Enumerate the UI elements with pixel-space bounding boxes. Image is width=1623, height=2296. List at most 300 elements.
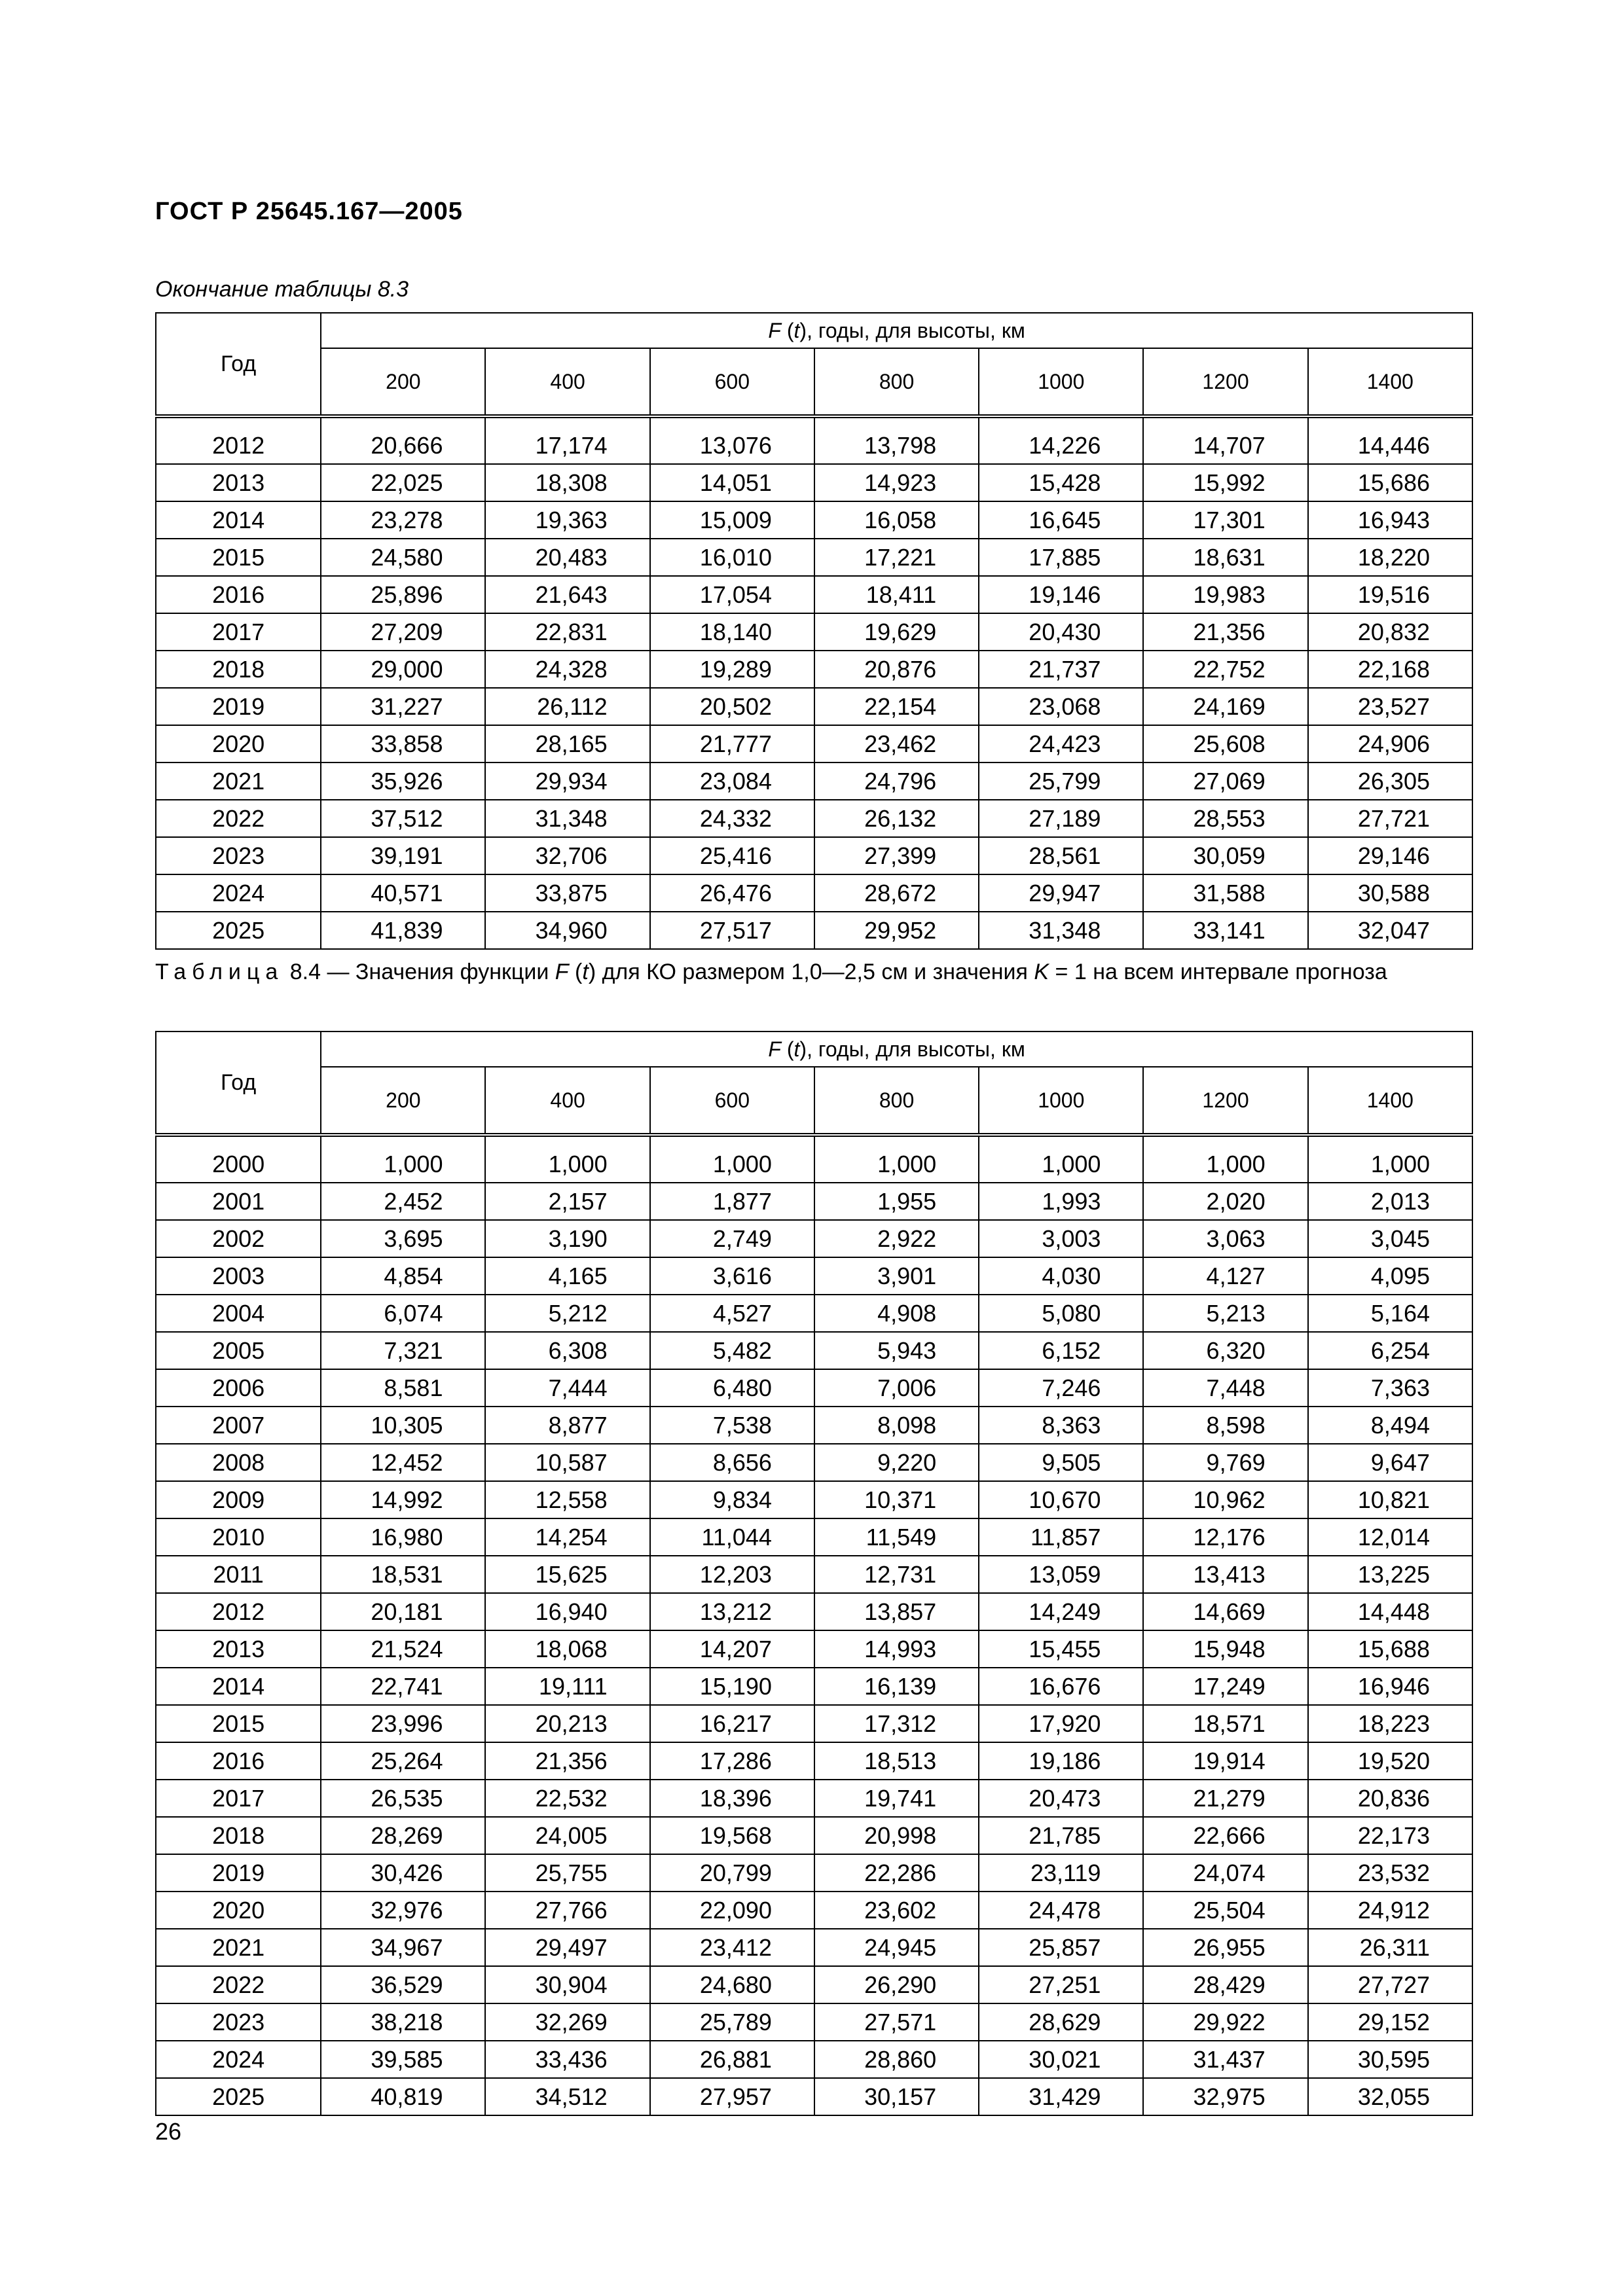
value-cell: 23,527 (1308, 688, 1472, 725)
value-cell: 26,290 (814, 1966, 979, 2003)
height-header: 1000 (979, 1067, 1143, 1135)
year-cell: 2018 (156, 1817, 321, 1854)
value-cell: 30,904 (485, 1966, 649, 2003)
value-cell: 27,209 (321, 613, 485, 651)
value-cell: 24,328 (485, 651, 649, 688)
value-cell: 14,207 (650, 1630, 814, 1668)
year-cell: 2021 (156, 1929, 321, 1966)
year-cell: 2013 (156, 464, 321, 501)
value-cell: 22,752 (1143, 651, 1307, 688)
value-cell: 29,947 (979, 874, 1143, 912)
function-f-label: F (768, 1037, 781, 1061)
value-cell: 19,914 (1143, 1742, 1307, 1780)
value-cell: 22,168 (1308, 651, 1472, 688)
value-cell: 7,448 (1143, 1369, 1307, 1407)
caption-text: = 1 на всем интервале прогноза (1049, 960, 1387, 984)
table-row (156, 800, 1472, 837)
value-cell: 16,940 (485, 1593, 649, 1630)
value-cell: 16,980 (321, 1518, 485, 1556)
value-cell: 17,301 (1143, 501, 1307, 539)
height-header: 200 (321, 348, 485, 416)
table-row (156, 576, 1472, 613)
value-cell: 18,531 (321, 1556, 485, 1593)
value-cell: 19,741 (814, 1780, 979, 1817)
year-cell: 2000 (156, 1135, 321, 1183)
value-cell: 1,877 (650, 1183, 814, 1220)
function-column-header: F (t), годы, для высоты, км (321, 1031, 1472, 1067)
value-cell: 15,428 (979, 464, 1143, 501)
value-cell: 28,269 (321, 1817, 485, 1854)
year-cell: 2018 (156, 651, 321, 688)
value-cell: 3,003 (979, 1220, 1143, 1257)
value-cell: 20,213 (485, 1705, 649, 1742)
table-8-4-caption (155, 957, 1471, 987)
value-cell: 40,571 (321, 874, 485, 912)
value-cell: 26,955 (1143, 1929, 1307, 1966)
function-header-text: , годы, для высоты, км (807, 318, 1025, 342)
value-cell: 1,955 (814, 1183, 979, 1220)
table-row (156, 688, 1472, 725)
value-cell: 28,561 (979, 837, 1143, 874)
table-8-3-caption: Окончание таблицы 8.3 (155, 277, 409, 302)
value-cell: 17,920 (979, 1705, 1143, 1742)
value-cell: 8,598 (1143, 1407, 1307, 1444)
value-cell: 15,009 (650, 501, 814, 539)
table-row (156, 1481, 1472, 1518)
value-cell: 22,173 (1308, 1817, 1472, 1854)
value-cell: 20,502 (650, 688, 814, 725)
value-cell: 14,249 (979, 1593, 1143, 1630)
value-cell: 9,647 (1308, 1444, 1472, 1481)
value-cell: 21,777 (650, 725, 814, 762)
value-cell: 2,749 (650, 1220, 814, 1257)
value-cell: 14,226 (979, 416, 1143, 464)
value-cell: 28,165 (485, 725, 649, 762)
year-cell: 2012 (156, 416, 321, 464)
document-header: ГОСТ Р 25645.167—2005 (155, 198, 463, 225)
value-cell: 27,189 (979, 800, 1143, 837)
value-cell: 34,960 (485, 912, 649, 949)
height-header: 800 (814, 1067, 979, 1135)
year-cell: 2023 (156, 2003, 321, 2041)
value-cell: 14,446 (1308, 416, 1472, 464)
function-t-label: t (793, 318, 800, 342)
value-cell: 12,176 (1143, 1518, 1307, 1556)
value-cell: 10,371 (814, 1481, 979, 1518)
value-cell: 10,670 (979, 1481, 1143, 1518)
value-cell: 16,139 (814, 1668, 979, 1705)
table-row (156, 1929, 1472, 1966)
year-cell: 2009 (156, 1481, 321, 1518)
table-row (156, 1854, 1472, 1892)
value-cell: 1,000 (814, 1135, 979, 1183)
value-cell: 24,945 (814, 1929, 979, 1966)
value-cell: 37,512 (321, 800, 485, 837)
value-cell: 11,549 (814, 1518, 979, 1556)
table-row (156, 1817, 1472, 1854)
function-column-header: F (t), годы, для высоты, км (321, 313, 1472, 348)
value-cell: 22,666 (1143, 1817, 1307, 1854)
value-cell: 10,821 (1308, 1481, 1472, 1518)
value-cell: 6,254 (1308, 1332, 1472, 1369)
value-cell: 31,348 (979, 912, 1143, 949)
value-cell: 26,881 (650, 2041, 814, 2078)
value-cell: 29,934 (485, 762, 649, 800)
value-cell: 16,217 (650, 1705, 814, 1742)
value-cell: 23,996 (321, 1705, 485, 1742)
value-cell: 24,074 (1143, 1854, 1307, 1892)
value-cell: 26,476 (650, 874, 814, 912)
value-cell: 25,416 (650, 837, 814, 874)
year-cell: 2008 (156, 1444, 321, 1481)
table-row (156, 912, 1472, 949)
value-cell: 23,532 (1308, 1854, 1472, 1892)
table-8-4-body (156, 1135, 1472, 2115)
value-cell: 39,191 (321, 837, 485, 874)
year-cell: 2016 (156, 1742, 321, 1780)
value-cell: 28,629 (979, 2003, 1143, 2041)
value-cell: 25,608 (1143, 725, 1307, 762)
value-cell: 30,157 (814, 2078, 979, 2115)
value-cell: 16,058 (814, 501, 979, 539)
year-cell: 2016 (156, 576, 321, 613)
value-cell: 14,669 (1143, 1593, 1307, 1630)
year-cell: 2005 (156, 1332, 321, 1369)
page-number: 26 (155, 2118, 182, 2145)
height-header: 1400 (1308, 1067, 1472, 1135)
value-cell: 22,154 (814, 688, 979, 725)
value-cell: 22,831 (485, 613, 649, 651)
value-cell: 18,220 (1308, 539, 1472, 576)
value-cell: 10,962 (1143, 1481, 1307, 1518)
table-row (156, 1518, 1472, 1556)
table-row (156, 1135, 1472, 1183)
value-cell: 26,112 (485, 688, 649, 725)
table-row (156, 837, 1472, 874)
value-cell: 6,074 (321, 1295, 485, 1332)
height-header: 400 (485, 348, 649, 416)
value-cell: 6,152 (979, 1332, 1143, 1369)
value-cell: 25,755 (485, 1854, 649, 1892)
value-cell: 26,311 (1308, 1929, 1472, 1966)
value-cell: 12,558 (485, 1481, 649, 1518)
value-cell: 19,516 (1308, 576, 1472, 613)
value-cell: 41,839 (321, 912, 485, 949)
value-cell: 34,967 (321, 1929, 485, 1966)
value-cell: 29,000 (321, 651, 485, 688)
height-header: 1000 (979, 348, 1143, 416)
value-cell: 1,000 (321, 1135, 485, 1183)
value-cell: 33,858 (321, 725, 485, 762)
value-cell: 18,513 (814, 1742, 979, 1780)
year-cell: 2017 (156, 1780, 321, 1817)
value-cell: 12,203 (650, 1556, 814, 1593)
value-cell: 21,737 (979, 651, 1143, 688)
value-cell: 23,602 (814, 1892, 979, 1929)
value-cell: 7,246 (979, 1369, 1143, 1407)
value-cell: 25,799 (979, 762, 1143, 800)
value-cell: 2,922 (814, 1220, 979, 1257)
value-cell: 31,437 (1143, 2041, 1307, 2078)
value-cell: 12,452 (321, 1444, 485, 1481)
table-label: Таблица (155, 960, 284, 984)
value-cell: 17,249 (1143, 1668, 1307, 1705)
table-row (156, 1742, 1472, 1780)
caption-t-symbol: t (582, 960, 589, 984)
value-cell: 27,517 (650, 912, 814, 949)
value-cell: 28,860 (814, 2041, 979, 2078)
year-cell: 2001 (156, 1183, 321, 1220)
value-cell: 21,279 (1143, 1780, 1307, 1817)
value-cell: 9,505 (979, 1444, 1143, 1481)
value-cell: 6,480 (650, 1369, 814, 1407)
table-row (156, 874, 1472, 912)
value-cell: 15,992 (1143, 464, 1307, 501)
value-cell: 1,000 (1308, 1135, 1472, 1183)
value-cell: 25,857 (979, 1929, 1143, 1966)
value-cell: 3,901 (814, 1257, 979, 1295)
value-cell: 4,127 (1143, 1257, 1307, 1295)
value-cell: 4,030 (979, 1257, 1143, 1295)
value-cell: 39,585 (321, 2041, 485, 2078)
value-cell: 12,731 (814, 1556, 979, 1593)
value-cell: 16,010 (650, 539, 814, 576)
value-cell: 28,672 (814, 874, 979, 912)
value-cell: 25,896 (321, 576, 485, 613)
table-row (156, 1183, 1472, 1220)
value-cell: 30,059 (1143, 837, 1307, 874)
year-cell: 2002 (156, 1220, 321, 1257)
value-cell: 3,063 (1143, 1220, 1307, 1257)
value-cell: 8,098 (814, 1407, 979, 1444)
value-cell: 21,643 (485, 576, 649, 613)
value-cell: 29,497 (485, 1929, 649, 1966)
value-cell: 7,444 (485, 1369, 649, 1407)
value-cell: 1,000 (650, 1135, 814, 1183)
value-cell: 14,993 (814, 1630, 979, 1668)
table-row (156, 1705, 1472, 1742)
value-cell: 24,169 (1143, 688, 1307, 725)
value-cell: 21,356 (1143, 613, 1307, 651)
year-cell: 2017 (156, 613, 321, 651)
value-cell: 28,553 (1143, 800, 1307, 837)
value-cell: 23,278 (321, 501, 485, 539)
value-cell: 5,482 (650, 1332, 814, 1369)
value-cell: 35,926 (321, 762, 485, 800)
value-cell: 17,174 (485, 416, 649, 464)
value-cell: 7,006 (814, 1369, 979, 1407)
value-cell: 21,356 (485, 1742, 649, 1780)
value-cell: 5,943 (814, 1332, 979, 1369)
value-cell: 20,836 (1308, 1780, 1472, 1817)
value-cell: 20,473 (979, 1780, 1143, 1817)
value-cell: 19,289 (650, 651, 814, 688)
value-cell: 4,908 (814, 1295, 979, 1332)
table-row (156, 2078, 1472, 2115)
value-cell: 24,906 (1308, 725, 1472, 762)
value-cell: 22,741 (321, 1668, 485, 1705)
value-cell: 25,504 (1143, 1892, 1307, 1929)
value-cell: 20,876 (814, 651, 979, 688)
value-cell: 32,269 (485, 2003, 649, 2041)
value-cell: 18,396 (650, 1780, 814, 1817)
value-cell: 27,251 (979, 1966, 1143, 2003)
value-cell: 7,321 (321, 1332, 485, 1369)
year-cell: 2006 (156, 1369, 321, 1407)
value-cell: 33,141 (1143, 912, 1307, 949)
value-cell: 24,580 (321, 539, 485, 576)
value-cell: 9,769 (1143, 1444, 1307, 1481)
value-cell: 19,186 (979, 1742, 1143, 1780)
value-cell: 20,430 (979, 613, 1143, 651)
value-cell: 10,305 (321, 1407, 485, 1444)
value-cell: 17,312 (814, 1705, 979, 1742)
value-cell: 14,254 (485, 1518, 649, 1556)
year-cell: 2023 (156, 837, 321, 874)
value-cell: 23,119 (979, 1854, 1143, 1892)
value-cell: 18,631 (1143, 539, 1307, 576)
value-cell: 17,221 (814, 539, 979, 576)
value-cell: 22,286 (814, 1854, 979, 1892)
value-cell: 16,946 (1308, 1668, 1472, 1705)
value-cell: 1,000 (485, 1135, 649, 1183)
year-cell: 2012 (156, 1593, 321, 1630)
value-cell: 30,595 (1308, 2041, 1472, 2078)
value-cell: 13,059 (979, 1556, 1143, 1593)
value-cell: 18,571 (1143, 1705, 1307, 1742)
year-cell: 2010 (156, 1518, 321, 1556)
value-cell: 19,363 (485, 501, 649, 539)
value-cell: 15,688 (1308, 1630, 1472, 1668)
value-cell: 13,413 (1143, 1556, 1307, 1593)
value-cell: 15,455 (979, 1630, 1143, 1668)
height-header: 600 (650, 348, 814, 416)
year-cell: 2014 (156, 1668, 321, 1705)
table-row (156, 1295, 1472, 1332)
value-cell: 24,796 (814, 762, 979, 800)
value-cell: 15,686 (1308, 464, 1472, 501)
height-header: 1200 (1143, 348, 1307, 416)
value-cell: 2,020 (1143, 1183, 1307, 1220)
value-cell: 25,789 (650, 2003, 814, 2041)
value-cell: 18,068 (485, 1630, 649, 1668)
value-cell: 12,014 (1308, 1518, 1472, 1556)
height-header: 800 (814, 348, 979, 416)
table-8-3-body (156, 416, 1472, 949)
value-cell: 33,875 (485, 874, 649, 912)
value-cell: 22,090 (650, 1892, 814, 1929)
value-cell: 8,363 (979, 1407, 1143, 1444)
value-cell: 18,223 (1308, 1705, 1472, 1742)
table-row (156, 725, 1472, 762)
value-cell: 27,766 (485, 1892, 649, 1929)
year-cell: 2021 (156, 762, 321, 800)
value-cell: 7,538 (650, 1407, 814, 1444)
value-cell: 5,213 (1143, 1295, 1307, 1332)
value-cell: 22,532 (485, 1780, 649, 1817)
year-cell: 2025 (156, 912, 321, 949)
value-cell: 5,080 (979, 1295, 1143, 1332)
value-cell: 13,798 (814, 416, 979, 464)
value-cell: 7,363 (1308, 1369, 1472, 1407)
value-cell: 14,707 (1143, 416, 1307, 464)
value-cell: 2,452 (321, 1183, 485, 1220)
value-cell: 18,411 (814, 576, 979, 613)
table-row (156, 762, 1472, 800)
value-cell: 17,054 (650, 576, 814, 613)
value-cell: 19,146 (979, 576, 1143, 613)
value-cell: 24,332 (650, 800, 814, 837)
value-cell: 31,227 (321, 688, 485, 725)
table-8-4 (155, 1031, 1473, 2116)
value-cell: 21,785 (979, 1817, 1143, 1854)
value-cell: 14,051 (650, 464, 814, 501)
value-cell: 32,047 (1308, 912, 1472, 949)
value-cell: 32,976 (321, 1892, 485, 1929)
caption-text: ) для КО размером 1,0—2,5 см и значения (588, 960, 1034, 984)
year-cell: 2024 (156, 2041, 321, 2078)
value-cell: 19,983 (1143, 576, 1307, 613)
value-cell: 19,111 (485, 1668, 649, 1705)
value-cell: 14,923 (814, 464, 979, 501)
year-cell: 2013 (156, 1630, 321, 1668)
value-cell: 11,857 (979, 1518, 1143, 1556)
value-cell: 9,220 (814, 1444, 979, 1481)
value-cell: 29,922 (1143, 2003, 1307, 2041)
function-t-label: t (793, 1037, 800, 1061)
year-cell: 2025 (156, 2078, 321, 2115)
value-cell: 29,146 (1308, 837, 1472, 874)
value-cell: 17,885 (979, 539, 1143, 576)
value-cell: 3,616 (650, 1257, 814, 1295)
value-cell: 8,656 (650, 1444, 814, 1481)
value-cell: 16,645 (979, 501, 1143, 539)
value-cell: 4,165 (485, 1257, 649, 1295)
value-cell: 32,706 (485, 837, 649, 874)
value-cell: 23,412 (650, 1929, 814, 1966)
value-cell: 13,076 (650, 416, 814, 464)
year-cell: 2020 (156, 1892, 321, 1929)
value-cell: 38,218 (321, 2003, 485, 2041)
value-cell: 1,000 (979, 1135, 1143, 1183)
value-cell: 6,320 (1143, 1332, 1307, 1369)
table-row (156, 1444, 1472, 1481)
table-row (156, 1593, 1472, 1630)
table-row (156, 1220, 1472, 1257)
value-cell: 5,212 (485, 1295, 649, 1332)
year-cell: 2003 (156, 1257, 321, 1295)
value-cell: 27,721 (1308, 800, 1472, 837)
table-row (156, 1668, 1472, 1705)
year-cell: 2011 (156, 1556, 321, 1593)
value-cell: 27,571 (814, 2003, 979, 2041)
table-row (156, 2041, 1472, 2078)
value-cell: 19,568 (650, 1817, 814, 1854)
year-cell: 2020 (156, 725, 321, 762)
value-cell: 24,005 (485, 1817, 649, 1854)
value-cell: 16,943 (1308, 501, 1472, 539)
value-cell: 25,264 (321, 1742, 485, 1780)
table-row (156, 1556, 1472, 1593)
value-cell: 23,462 (814, 725, 979, 762)
value-cell: 20,832 (1308, 613, 1472, 651)
value-cell: 8,877 (485, 1407, 649, 1444)
value-cell: 24,680 (650, 1966, 814, 2003)
value-cell: 23,068 (979, 688, 1143, 725)
year-column-header: Год (156, 313, 321, 416)
value-cell: 3,045 (1308, 1220, 1472, 1257)
value-cell: 11,044 (650, 1518, 814, 1556)
